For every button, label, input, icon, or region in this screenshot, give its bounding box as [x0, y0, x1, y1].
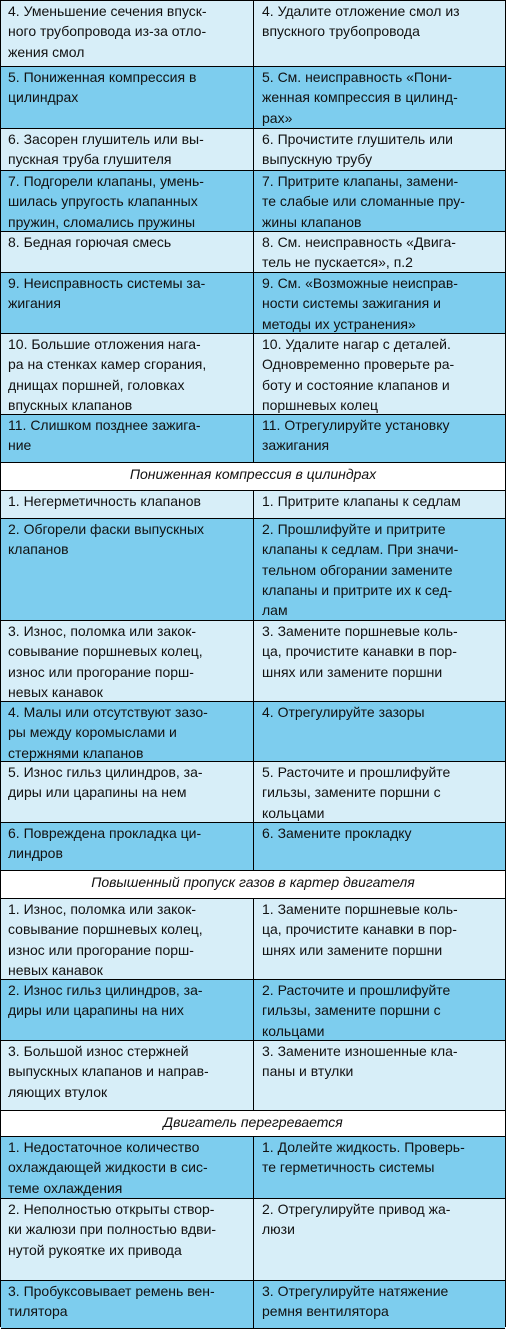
- table-row: [1, 491, 505, 519]
- remedy-cell: 10. Удалите нагар с деталей. Одновременно проверьте ра- боту и состояние клапанов и поршневых колец: [262, 336, 455, 413]
- remedy-cell: 6. Замените прокладку: [262, 825, 412, 841]
- remedy-cell: 1. Замените поршневые коль- ца, прочистите канавки в пор- шнях или замените поршни: [262, 901, 458, 958]
- table-row: [1, 1137, 505, 1199]
- remedy-cell: 3. Замените поршневые коль- ца, прочистите канавки в пор- шнях или замените поршни: [262, 623, 458, 680]
- remedy-cell: 4. Отрегулируйте зазоры: [262, 704, 425, 720]
- table-row: [1, 1199, 505, 1281]
- remedy-cell: 7. Притрите клапаны, замени- те слабые или сломанные пру- жины клапанов: [262, 173, 465, 230]
- table-row: [1, 415, 505, 463]
- section-header: Пониженная компрессия в цилиндрах: [1, 463, 505, 491]
- remedy-cell: 9. См. «Возможные неисправ- ности системы зажигания и методы их устранения»: [262, 275, 458, 332]
- table-row: [1, 1281, 505, 1329]
- table-row: [1, 67, 505, 129]
- remedy-cell: 8. См. неисправность «Двига- тель не пускается», п.2: [262, 234, 456, 271]
- cause-cell: 8. Бедная горючая смесь: [1, 232, 254, 272]
- cause-cell: 6. Повреждена прокладка ци- линдров: [1, 823, 254, 870]
- table-row: [1, 823, 505, 871]
- table-row: [1, 762, 505, 823]
- remedy-cell: 5. Расточите и прошлифуйте гильзы, замените поршни с кольцами: [262, 764, 451, 821]
- table-row: [1, 1041, 505, 1111]
- section-header: Повышенный пропуск газов в картер двигателя: [1, 871, 505, 899]
- cause-cell: 11. Слишком позднее зажига- ние: [1, 415, 254, 462]
- cause-cell: 5. Пониженная компрессия в цилиндрах: [1, 67, 254, 128]
- remedy-cell: 2. Отрегулируйте привод жа- люзи: [262, 1201, 451, 1238]
- section-header: Двигатель перегревается: [1, 1111, 505, 1137]
- cause-cell: 9. Неисправность системы за- жигания: [1, 273, 254, 333]
- remedy-cell: 3. Отрегулируйте натяжение ремня вентилятора: [262, 1283, 449, 1320]
- table-row: [1, 171, 505, 232]
- table-row: [1, 232, 505, 273]
- table-row: [1, 621, 505, 702]
- remedy-cell: 11. Отрегулируйте установку зажигания: [262, 417, 450, 454]
- cause-cell: 1. Негерметичность клапанов: [1, 491, 254, 518]
- cause-cell: 3. Большой износ стержней выпускных клапанов и направ- ляющих втулок: [1, 1041, 254, 1110]
- table-row: [1, 899, 505, 980]
- remedy-cell: 2. Расточите и прошлифуйте гильзы, замените поршни с кольцами: [262, 982, 451, 1039]
- cause-cell: 10. Большие отложения нага- ра на стенках камер сгорания, днищах поршней, головках впускных клапанов: [1, 334, 254, 414]
- cause-cell: 2. Неполностью открыты створ- ки жалюзи при полностью вдви- нутой рукоятке их привода: [1, 1199, 254, 1280]
- cause-cell: 6. Засорен глушитель или вы- пускная труба глушителя: [1, 129, 254, 170]
- table-row: [1, 129, 505, 171]
- table-row: [1, 702, 505, 762]
- table-row: [1, 980, 505, 1041]
- remedy-cell: 1. Притрите клапаны к седлам: [262, 493, 461, 509]
- table-row: [1, 519, 505, 621]
- remedy-cell: 6. Прочистите глушитель или выпускную трубу: [262, 131, 453, 168]
- cause-cell: 2. Обгорели фаски выпускных клапанов: [1, 519, 254, 620]
- table-row: [1, 1, 505, 67]
- cause-cell: 1. Недостаточное количество охлаждающей жидкости в сис- теме охлаждения: [1, 1137, 254, 1198]
- cause-cell: 3. Износ, поломка или закок- совывание поршневых колец, износ или прогорание порш- невых канавок: [1, 621, 254, 701]
- cause-cell: 5. Износ гильз цилиндров, за- диры или царапины на нем: [1, 762, 254, 822]
- table-row: [1, 273, 505, 334]
- cause-cell: 4. Малы или отсутствуют зазо- ры между коромыслами и стержнями клапанов: [1, 702, 254, 761]
- remedy-cell: 1. Долейте жидкость. Проверь- те герметичность системы: [262, 1139, 465, 1176]
- remedy-cell: 5. См. неисправность «Пони- женная компрессия в цилинд- рах»: [262, 69, 458, 126]
- cause-cell: 1. Износ, поломка или закок- совывание поршневых колец, износ или прогорание порш- невых канавок: [1, 899, 254, 979]
- remedy-cell: 4. Удалите отложение смол из впускного трубопровода: [262, 3, 460, 40]
- table-row: [1, 334, 505, 415]
- cause-cell: 3. Пробуксовывает ремень вен- тилятора: [1, 1281, 254, 1328]
- cause-cell: 2. Износ гильз цилиндров, за- диры или царапины на них: [1, 980, 254, 1040]
- cause-cell: 4. Уменьшение сечения впуск- ного трубопровода из-за отло- жения смол: [1, 1, 254, 66]
- cause-cell: 7. Подгорели клапаны, умень- шилась упругость клапанных пружин, сломались пружины: [1, 171, 254, 231]
- remedy-cell: 3. Замените изношенные кла- паны и втулки: [262, 1043, 458, 1080]
- remedy-cell: 2. Прошлифуйте и притрите клапаны к седлам. При значи- тельном обгорании замените клапаны и притрите их к сед- лам: [262, 521, 459, 619]
